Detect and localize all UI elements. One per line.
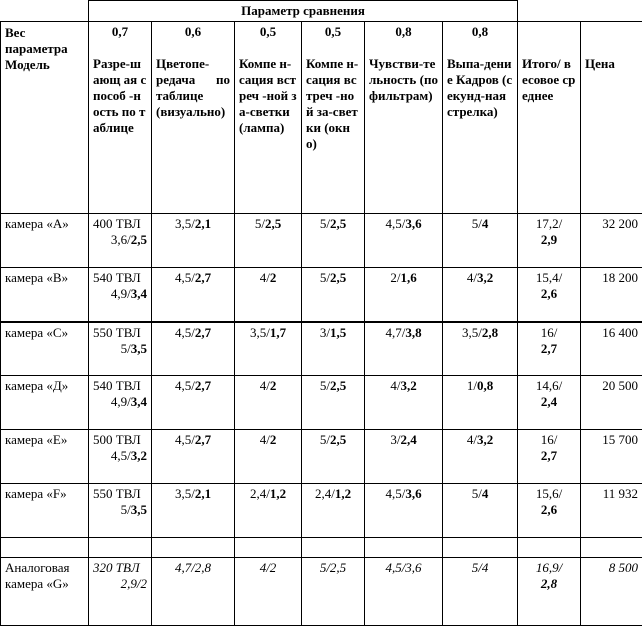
score-cell: 4/2 (235, 430, 302, 484)
score-cell: 3/2,4 (365, 430, 443, 484)
model-cell: камера «А» (1, 214, 89, 268)
column-header-sensitivity: 0,8 Чувстви-тельность (по фильтрам) (365, 22, 443, 214)
score-cell: 4/2 (235, 558, 302, 626)
model-cell: камера «Е» (1, 430, 89, 484)
score-cell: 2,4/1,2 (235, 484, 302, 538)
total-cell: 15,6/ 2,6 (518, 484, 581, 538)
analog-row (1, 558, 642, 626)
column-header-color: 0,6 Цветопе-редача по таблице (визуально) (152, 22, 235, 214)
table-row (1, 322, 642, 376)
score-cell: 4,5/3,6 (365, 214, 443, 268)
total-cell: 14,6/ 2,4 (518, 376, 581, 430)
score-cell: 4,5/3,6 (365, 558, 443, 626)
table-row (1, 430, 642, 484)
price-cell: 16 400 (581, 322, 642, 376)
column-header-resolution: 0,7 Разре-шающ ая способ -ность по таблице (89, 22, 152, 214)
score-cell: 4/2 (235, 376, 302, 430)
score-cell: 4/3,2 (443, 430, 518, 484)
score-cell: 4/3,2 (443, 268, 518, 322)
total-cell: 16,9/ 2,8 (518, 558, 581, 626)
column-header-frame-drop: 0,8 Выпа-дение Кадров (секунд-ная стрелка) (443, 22, 518, 214)
price-cell: 32 200 (581, 214, 642, 268)
score-cell: 4,7/2,8 (152, 558, 235, 626)
score-cell: 4,7/3,8 (365, 322, 443, 376)
table-row (1, 268, 642, 322)
score-cell: 3,5/1,7 (235, 322, 302, 376)
score-cell: 4,5/3,6 (365, 484, 443, 538)
resolution-cell: 550 ТВЛ 5/3,5 (89, 484, 152, 538)
total-cell: 16/ 2,7 (518, 322, 581, 376)
model-cell: камера «С» (1, 322, 89, 376)
score-cell: 2,4/1,2 (302, 484, 365, 538)
score-cell: 3/1,5 (302, 322, 365, 376)
price-cell: 15 700 (581, 430, 642, 484)
score-cell: 5/4 (443, 558, 518, 626)
score-cell: 4,5/2,7 (152, 376, 235, 430)
score-cell: 4/2 (235, 268, 302, 322)
table-row (1, 376, 642, 430)
score-cell: 5/2,5 (302, 430, 365, 484)
column-header-price: Цена (581, 22, 642, 214)
model-cell: Аналоговая камера «G» (1, 558, 89, 626)
total-cell: 16/ 2,7 (518, 430, 581, 484)
table-row (1, 484, 642, 538)
resolution-cell: 540 ТВЛ 4,9/3,4 (89, 376, 152, 430)
score-cell: 4/3,2 (365, 376, 443, 430)
model-cell: камера «F» (1, 484, 89, 538)
score-cell: 5/2,5 (302, 268, 365, 322)
resolution-cell: 400 ТВЛ 3,6/2,5 (89, 214, 152, 268)
table-row (1, 214, 642, 268)
header-corner-blank (1, 1, 89, 22)
model-cell: камера «Д» (1, 376, 89, 430)
resolution-cell: 500 ТВЛ 4,5/3,2 (89, 430, 152, 484)
score-cell: 2/1,6 (365, 268, 443, 322)
column-header-backlight-window: 0,5 Компе н-сация встреч -ной за-светки (окно) (302, 22, 365, 214)
corner-header: Вес параметра Модель (1, 22, 89, 214)
resolution-cell: 320 ТВЛ 2,9/2 (89, 558, 152, 626)
price-cell: 8 500 (581, 558, 642, 626)
spacer-row (1, 538, 642, 558)
score-cell: 4,5/2,7 (152, 322, 235, 376)
score-cell: 5/2,5 (302, 214, 365, 268)
total-cell: 17,2/ 2,9 (518, 214, 581, 268)
score-cell: 5/4 (443, 484, 518, 538)
resolution-cell: 550 ТВЛ 5/3,5 (89, 322, 152, 376)
score-cell: 5/2,5 (302, 376, 365, 430)
column-header-backlight-lamp: 0,5 Компе н-сация встреч -ной за-светки (лампа) (235, 22, 302, 214)
resolution-cell: 540 ТВЛ 4,9/3,4 (89, 268, 152, 322)
score-cell: 4,5/2,7 (152, 430, 235, 484)
score-cell: 5/4 (443, 214, 518, 268)
price-cell: 20 500 (581, 376, 642, 430)
total-cell: 15,4/ 2,6 (518, 268, 581, 322)
table-title: Параметр сравнения (89, 1, 518, 22)
column-header-total: Итого/ весовое среднее (518, 22, 581, 214)
score-cell: 5/2,5 (235, 214, 302, 268)
model-cell: камера «В» (1, 268, 89, 322)
score-cell: 1/0,8 (443, 376, 518, 430)
score-cell: 5/2,5 (302, 558, 365, 626)
price-cell: 11 932 (581, 484, 642, 538)
score-cell: 3,5/2,1 (152, 214, 235, 268)
score-cell: 3,5/2,8 (443, 322, 518, 376)
score-cell: 4,5/2,7 (152, 268, 235, 322)
price-cell: 18 200 (581, 268, 642, 322)
score-cell: 3,5/2,1 (152, 484, 235, 538)
